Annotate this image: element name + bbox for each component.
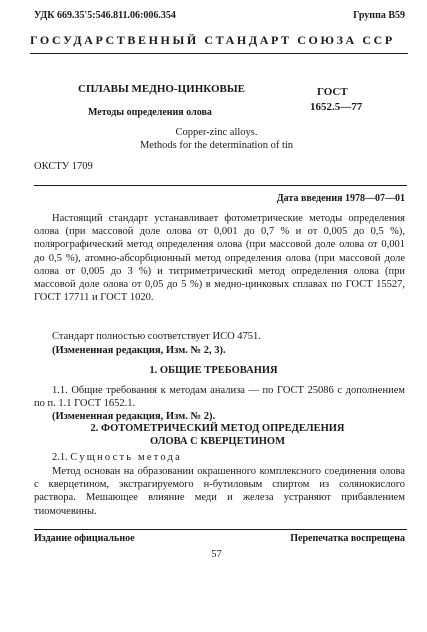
method-essence-number: 2.1. — [52, 452, 68, 463]
english-title-line2: Methods for the determination of tin — [139, 140, 294, 151]
iso-compliance-paragraph — [34, 330, 405, 343]
gost-number: 1652.5—77 — [310, 101, 363, 113]
gost-label: ГОСТ — [317, 86, 348, 98]
amendment-note-1-text: (Измененная редакция, Изм. № 2, 3). — [52, 345, 226, 356]
section-heading-1: 1. ОБЩИЕ ТРЕБОВАНИЯ — [149, 365, 278, 376]
header-rule — [30, 53, 408, 54]
amendment-note-2-text: (Измененная редакция, Изм. № 2). — [52, 411, 216, 422]
amendment-note-2 — [34, 410, 405, 423]
intro-paragraph-text: Настоящий стандарт устанавливает фотометрические методы определения олова (при массовой доле олова от 0,001 до 0,7 % и от 0,005 до 0,5 %), полярографический метод определения олова (при массовой доле олова от 0,001 до 0,5 %), атомно-абсорбционный метод определения олова (при массовой доле олова от 0,005 до 3 %) и титриметрический метод определения олова (при массовой доле олова от 0,05 до 5 %) в медно-цинковых сплавах по ГОСТ 15527, ГОСТ 17711 и ГОСТ 1020. — [34, 213, 405, 304]
group-code: Группа В59 — [353, 10, 405, 21]
intro-paragraph — [34, 212, 405, 304]
english-title-line1: Copper-zinc alloys. — [175, 127, 258, 138]
introduction-date: Дата введения 1978—07—01 — [276, 193, 405, 204]
udk-code: УДК 669.35'5:546.811.06:006.354 — [34, 10, 176, 21]
footer-rule — [34, 529, 407, 530]
method-description-text: Метод основан на образовании окрашенного комплексного соединения олова с кверцетином, экстрагируемого н-бутиловым спиртом из солянокислого раствора. Мешающее влияние меди и железа устраняют прибавлением тиомочевины. — [34, 466, 405, 517]
section-heading-2-line1: 2. ФОТОМЕТРИЧЕСКИЙ МЕТОД ОПРЕДЕЛЕНИЯ — [90, 423, 345, 434]
document-title: СПЛАВЫ МЕДНО-ЦИНКОВЫЕ — [78, 83, 245, 95]
footer-reprint-prohibited: Перепечатка воспрещена — [290, 533, 405, 544]
iso-compliance-text: Стандарт полностью соответствует ИСО 4751. — [52, 331, 261, 342]
section-heading-2-line2: ОЛОВА С КВЕРЦЕТИНОМ — [149, 436, 285, 447]
general-requirements-text: 1.1. Общие требования к методам анализа — по ГОСТ 25086 с дополнением по п. 1.1 ГОСТ 1652.1. — [34, 385, 405, 410]
method-essence-label: Сущность метода — [70, 452, 182, 463]
okstu-code: ОКСТУ 1709 — [34, 161, 93, 172]
page-number: 57 — [211, 549, 222, 560]
amendment-note-1 — [34, 344, 405, 357]
document-subtitle: Методы определения олова — [88, 107, 212, 118]
standard-title: ГОСУДАРСТВЕННЫЙ СТАНДАРТ СОЮЗА ССР — [30, 33, 395, 47]
method-essence-heading — [52, 452, 182, 463]
footer-official-edition: Издание официальное — [34, 533, 135, 544]
method-description-paragraph — [34, 465, 405, 518]
general-requirements-paragraph — [34, 384, 405, 410]
date-rule — [34, 185, 407, 186]
